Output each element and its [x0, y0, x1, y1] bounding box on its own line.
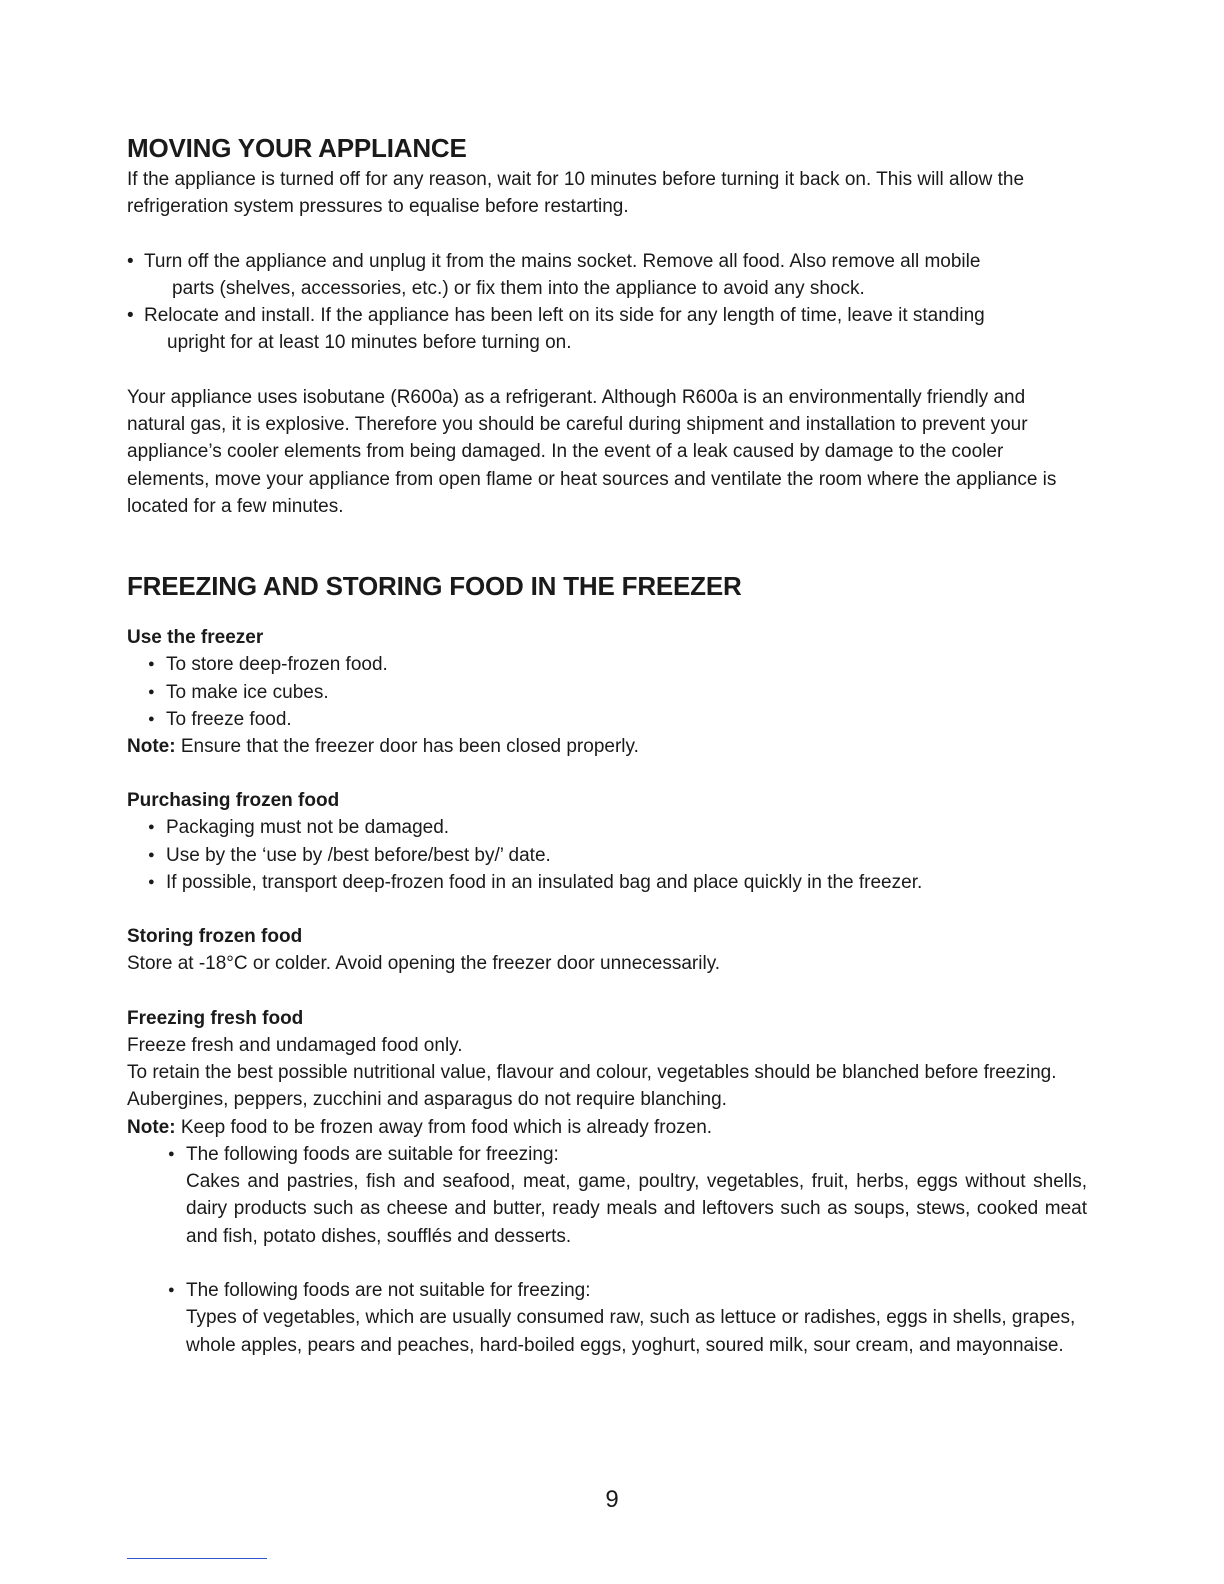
- fresh-line-2: To retain the best possible nutritional value, flavour and colour, vegetables should be blanched before freezing.: [127, 1061, 1057, 1083]
- list-item: ● Use by the ‘use by /best before/best by/’ date.: [148, 842, 1087, 869]
- list-item: ● To freeze food.: [148, 706, 1087, 733]
- list-item: ● The following foods are not suitable for freezing: Types of vegetables, which are usually consumed raw, such as lettuce or radishes, eggs in shells, grapes, whole apples, pears and peaches, hard-boiled eggs, yoghurt, soured milk, sour cream, and mayonnaise.: [168, 1277, 1087, 1359]
- section-title-freezing: FREEZING AND STORING FOOD IN THE FREEZER: [127, 571, 742, 602]
- moving-steps: [127, 248, 1087, 357]
- fresh-line-1: Freeze fresh and undamaged food only.: [127, 1034, 463, 1056]
- moving-intro: If the appliance is turned off for any reason, wait for 10 minutes before turning it back on. This will allow the refrigeration system pressures to equalise before restarting.: [127, 169, 1025, 218]
- footer-rule: [127, 1558, 267, 1559]
- use-freezer-note: Note: Ensure that the freezer door has been closed properly.: [127, 736, 639, 758]
- fresh-suitability-list: [127, 1141, 1087, 1359]
- section-title-moving: MOVING YOUR APPLIANCE: [127, 133, 467, 163]
- refrigerant-warning: Your appliance uses isobutane (R600a) as a refrigerant. Although R600a is an environmentally friendly and natural gas, it is explosive. Therefore you should be careful during shipment and installation to prevent your appliance’s cooler elements from being damaged. In the event of a leak caused by damage to the cooler elements, move your appliance from open flame or heat sources and ventilate the room where the appliance is located for a few minutes.: [127, 386, 1057, 517]
- list-item: • Relocate and install. If the appliance has been left on its side for any length of time, leave it standing upright for at least 10 minutes before turning on.: [127, 302, 1087, 357]
- fresh-line-3: Aubergines, peppers, zucchini and asparagus do not require blanching.: [127, 1089, 727, 1111]
- page-content: [127, 130, 1087, 1359]
- page-number: 9: [605, 1486, 619, 1513]
- list-item: ● To make ice cubes.: [148, 679, 1087, 706]
- subheading-storing: Storing frozen food: [127, 926, 303, 948]
- list-item: • Turn off the appliance and unplug it from the mains socket. Remove all food. Also remove all mobile parts (shelves, accessories, etc.) or fix them into the appliance to avoid any shock.: [127, 248, 1087, 303]
- list-item: ● The following foods are suitable for freezing: Cakes and pastries, fish and seafood, meat, game, poultry, vegetables, fruit, herbs, eggs without shells, dairy products such as cheese and butter, ready meals and leftovers such as soups, stews, cooked meat and fish, potato dishes, soufflés and desserts.: [168, 1141, 1087, 1250]
- subheading-use-freezer: Use the freezer: [127, 627, 264, 649]
- storing-text: Store at -18°C or colder. Avoid opening the freezer door unnecessarily.: [127, 953, 721, 975]
- purchasing-list: [127, 814, 1087, 896]
- use-freezer-list: [127, 651, 1087, 733]
- list-item: ● If possible, transport deep-frozen food in an insulated bag and place quickly in the freezer.: [148, 869, 1087, 896]
- list-item: ● To store deep-frozen food.: [148, 651, 1087, 678]
- list-item: ● Packaging must not be damaged.: [148, 814, 1087, 841]
- subheading-fresh: Freezing fresh food: [127, 1007, 304, 1029]
- subheading-purchasing: Purchasing frozen food: [127, 790, 340, 812]
- fresh-note: Note: Keep food to be frozen away from food which is already frozen.: [127, 1116, 713, 1138]
